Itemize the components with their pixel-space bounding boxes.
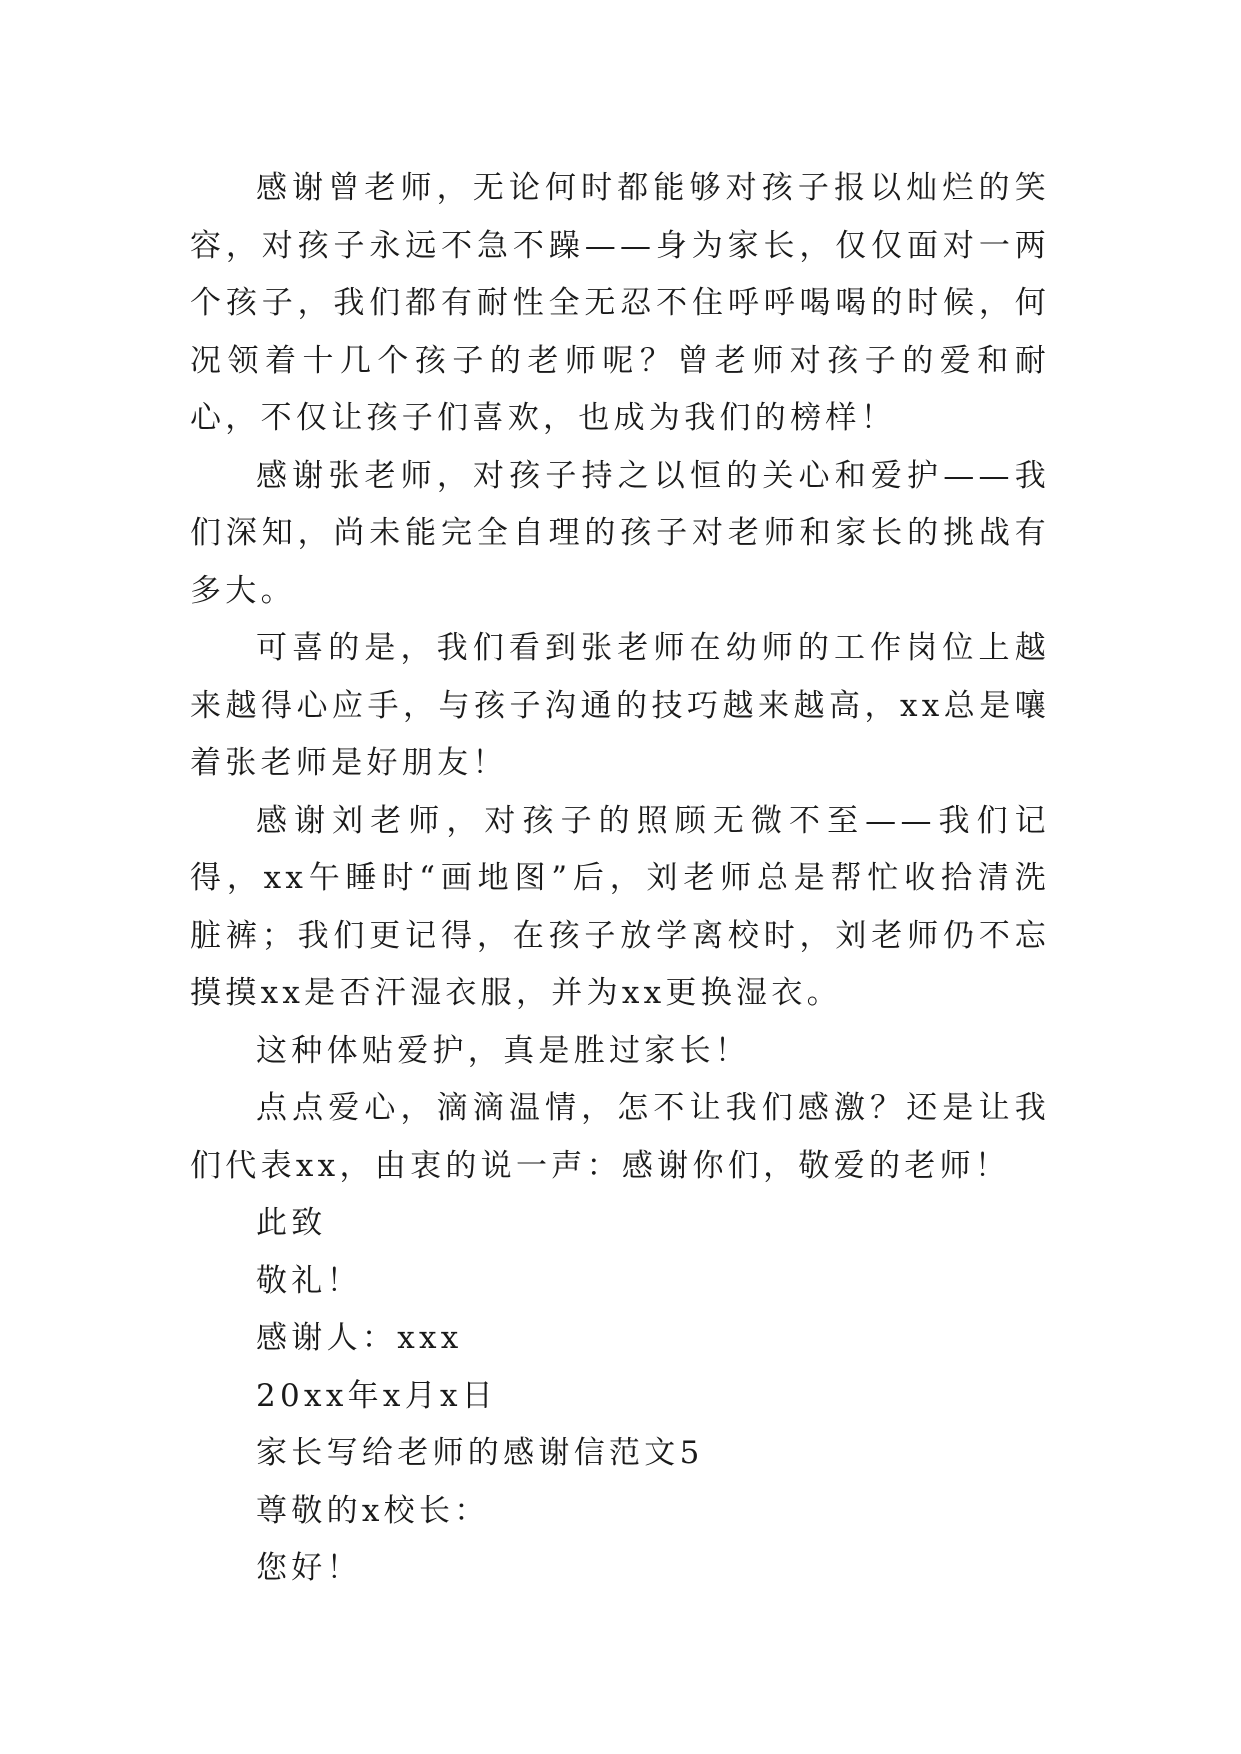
greeting-line: 您好！ xyxy=(256,1550,362,1586)
paragraph-zhang-progress: 可喜的是，我们看到张老师在幼师的工作岗位上越来越得心应手，与孩子沟通的技巧越来越高，xx总是嚷着张老师是好朋友！ xyxy=(190,630,1050,781)
paragraph-thanks-liu: 感谢刘老师，对孩子的照顾无微不至——我们记得，xx午睡时“画地图”后，刘老师总是帮忙收拾清洗脏裤；我们更记得，在孩子放学离校时，刘老师仍不忘摸摸xx是否汗湿衣服，并为xx更换湿衣。 xyxy=(190,802,1050,1011)
closing-ci-zhi: 此致 xyxy=(256,1205,327,1241)
paragraph-gratitude: 点点爱心，滴滴温情，怎不让我们感激？还是让我们代表xx，由衷的说一声：感谢你们，敬爱的老师！ xyxy=(190,1090,1050,1184)
paragraph-thanks-zhang: 感谢张老师，对孩子持之以恒的关心和爱护——我们深知，尚未能完全自理的孩子对老师和家长的挑战有多大。 xyxy=(190,457,1050,609)
date-line: 20xx年x月x日 xyxy=(256,1377,498,1414)
section-heading: 家长写给老师的感谢信范文5 xyxy=(256,1435,704,1471)
closing-jing-li: 敬礼！ xyxy=(256,1262,362,1299)
signer-line: 感谢人：xxx xyxy=(256,1320,463,1356)
paragraph-thanks-zeng: 感谢曾老师，无论何时都能够对孩子报以灿烂的笑容，对孩子永远不急不躁——身为家长，仅仅面对一两个孩子，我们都有耐性全无忍不住呼呼喝喝的时候，何况领着十几个孩子的老师呢？曾老师对孩子的爱和耐心，不仅让孩子们喜欢，也成为我们的榜样！ xyxy=(190,170,1050,436)
salutation-line: 尊敬的x校长： xyxy=(256,1492,490,1529)
letter-body xyxy=(190,160,1050,1598)
paragraph-better-than-parents: 这种体贴爱护，真是胜过家长！ xyxy=(256,1032,751,1069)
